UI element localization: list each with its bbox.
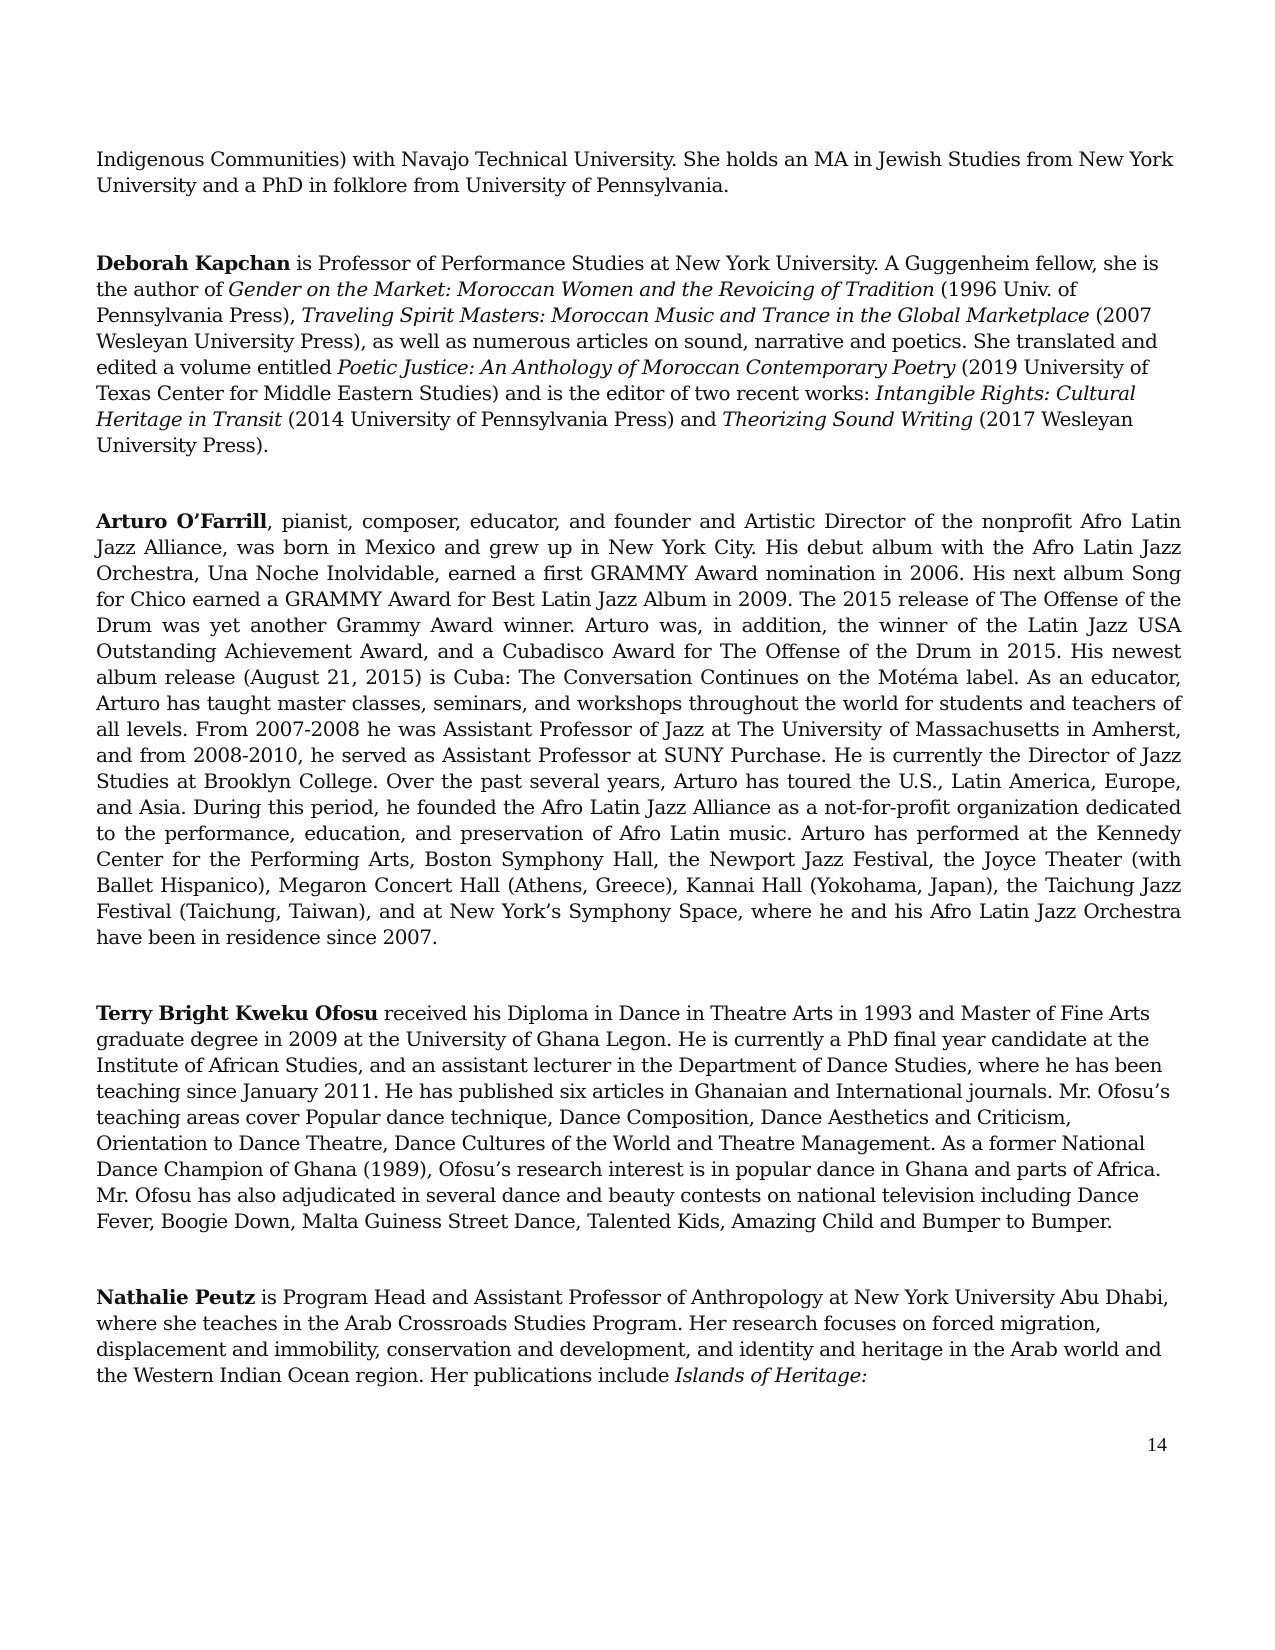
bio-name: Nathalie Peutz xyxy=(96,1285,255,1309)
book-title: Intangible Rights: Cultural Heritage in Transit xyxy=(96,381,1136,431)
bio-deborah-kapchan xyxy=(96,250,1181,458)
bio-text: (1996 Univ. of Pennsylvania Press), xyxy=(96,277,1077,327)
page-number: 14 xyxy=(1147,1434,1167,1456)
bio-nathalie-peutz xyxy=(96,1284,1181,1388)
bio-text: (2017 Wesleyan University Press). xyxy=(96,407,1133,457)
book-title: Gender on the Market: Moroccan Women and the Revoicing of Tradition xyxy=(228,277,935,301)
bio-text: received his Diploma in Dance in Theatre Arts in 1993 and Master of Fine Arts graduate degree in 2009 at the University of Ghana Legon. He is currently a PhD final year candidate at the Institute of African Studies, and an assistant lecturer in the Department of Dance Studies, where he has been teaching since January 2011. He has published six articles in Ghanaian and International journals. Mr. Ofosu’s teaching areas cover Popular dance technique, Dance Composition, Dance Aesthetics and Criticism, Orientation to Dance Theatre, Dance Cultures of the World and Theatre Management. As a former National Dance Champion of Ghana (1989), Ofosu’s research interest is in popular dance in Ghana and parts of Africa. Mr. Ofosu has also adjudicated in several dance and beauty contests on national television including Dance Fever, Boogie Down, Malta Guiness Street Dance, Talented Kids, Amazing Child and Bumper to Bumper. xyxy=(96,1001,1170,1233)
bio-terry-ofosu xyxy=(96,1000,1181,1234)
bio-name: Deborah Kapchan xyxy=(96,251,291,275)
bio-arturo-ofarrill xyxy=(96,508,1181,950)
bio-name: Terry Bright Kweku Ofosu xyxy=(96,1001,378,1025)
bio-text: (2007 Wesleyan University Press), as well as numerous articles on sound, narrative and poetics. She translated and edited a volume entitled xyxy=(96,303,1158,379)
book-title: Islands of Heritage: xyxy=(675,1363,868,1387)
bio-text: is Program Head and Assistant Professor of Anthropology at New York University Abu Dhabi, where she teaches in the Arab Crossroads Studies Program. Her research focuses on forced migration, displacement and immobility, conservation and development, and identity and heritage in the Arab world and the Western Indian Ocean region. Her publications include xyxy=(96,1285,1169,1387)
bio-name: Arturo O’Farrill xyxy=(96,509,267,533)
book-title: Poetic Justice: An Anthology of Moroccan Contemporary Poetry xyxy=(337,355,956,379)
book-title: Traveling Spirit Masters: Moroccan Music and Trance in the Global Marketplace xyxy=(301,303,1090,327)
bio-continuation xyxy=(96,146,1181,198)
bio-text: (2014 University of Pennsylvania Press) and xyxy=(281,407,723,431)
bio-text: , pianist, composer, educator, and founder and Artistic Director of the nonprofit Afro Latin Jazz Alliance, was born in Mexico and grew up in New York City. His debut album with the Afro Latin Jazz Orchestra, Una Noche Inolvidable, earned a first GRAMMY Award nomination in 2006. His next album Song for Chico earned a GRAMMY Award for Best Latin Jazz Album in 2009. The 2015 release of The Offense of the Drum was yet another Grammy Award winner. Arturo was, in addition, the winner of the Latin Jazz USA Outstanding Achievement Award, and a Cubadisco Award for The Offense of the Drum in 2015. His newest album release (August 21, 2015) is Cuba: The Conversation Continues on the Motéma label. As an educator, Arturo has taught master classes, seminars, and workshops throughout the world for students and teachers of all levels. From 2007-2008 he was Assistant Professor of Jazz at The University of Massachusetts in Amherst, and from 2008-2010, he served as Assistant Professor at SUNY Purchase. He is currently the Director of Jazz Studies at Brooklyn College. Over the past several years, Arturo has toured the U.S., Latin America, Europe, and Asia. During this period, he founded the Afro Latin Jazz Alliance as a not-for-profit organization dedicated to the performance, education, and preservation of Afro Latin music. Arturo has performed at the Kennedy Center for the Performing Arts, Boston Symphony Hall, the Newport Jazz Festival, the Joyce Theater (with Ballet Hispanico), Megaron Concert Hall (Athens, Greece), Kannai Hall (Yokohama, Japan), the Taichung Jazz Festival (Taichung, Taiwan), and at New York’s Symphony Space, where he and his Afro Latin Jazz Orchestra have been in residence since 2007. xyxy=(96,509,1181,949)
bio-text: is Professor of Performance Studies at New York University. A Guggenheim fellow, she is the author of xyxy=(96,251,1159,301)
document-page xyxy=(96,146,1181,1388)
book-title: Theorizing Sound Writing xyxy=(722,407,973,431)
bio-text: (2019 University of Texas Center for Middle Eastern Studies) and is the editor of two recent works: xyxy=(96,355,1149,405)
bio-text: Indigenous Communities) with Navajo Technical University. She holds an MA in Jewish Studies from New York University and a PhD in folklore from University of Pennsylvania. xyxy=(96,147,1173,197)
